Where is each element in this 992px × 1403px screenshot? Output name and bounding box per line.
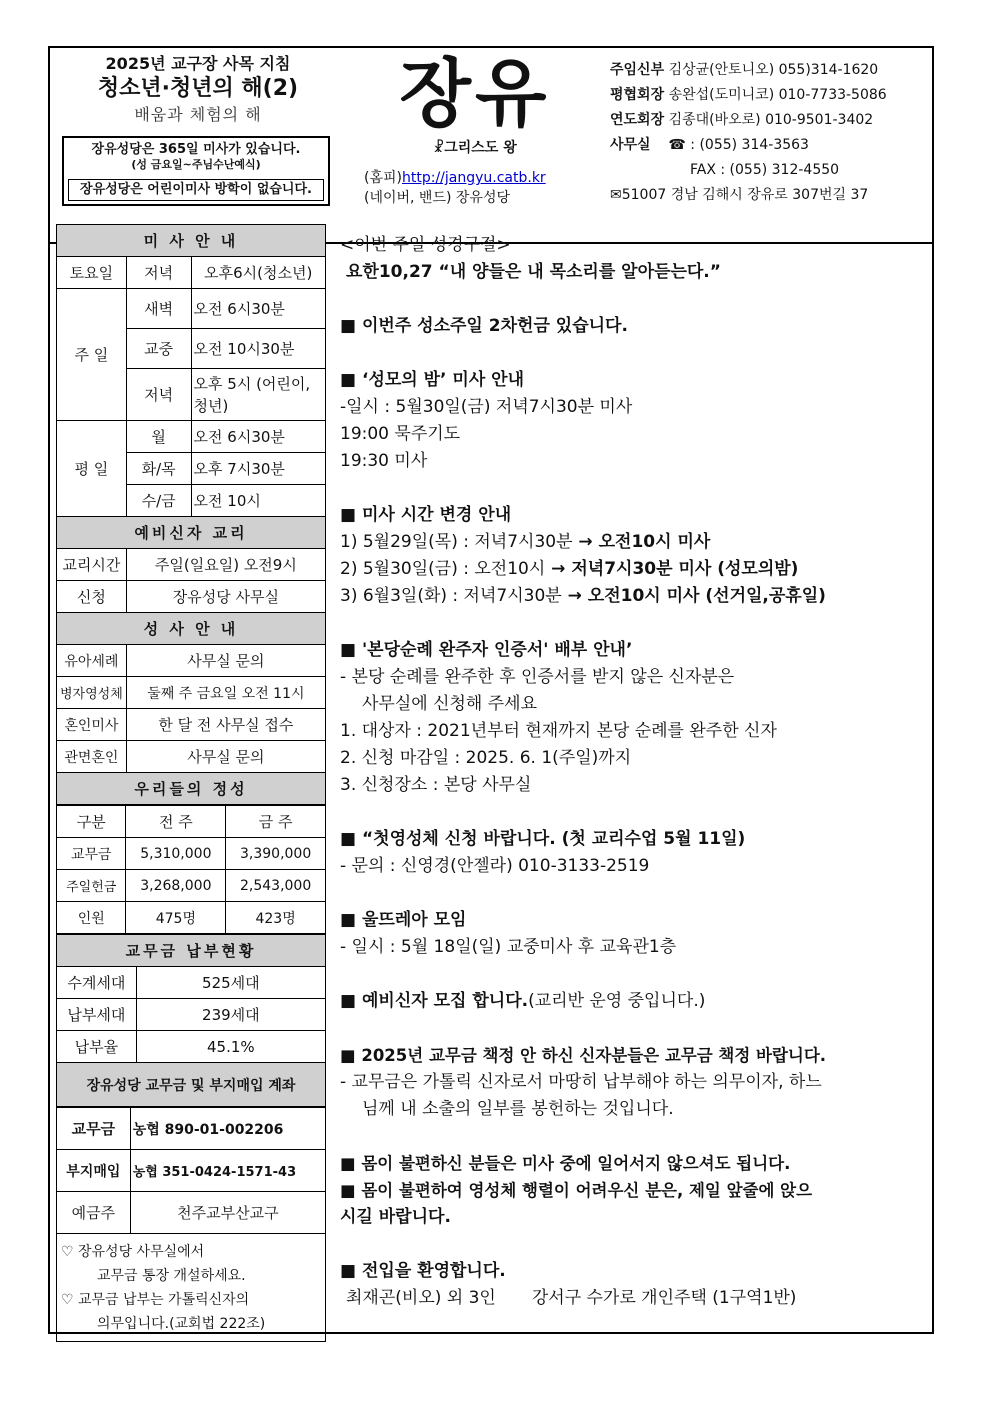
account-table: 교무금 농협 890-01-002206 부지매입 농협 351-0424-1571-43 예금주 천주교부산교구 ♡ 장유성당 사무실에서 교무금 통장 개설하세요. ♡ 교무금 납부는 가톨릭신자의 의무입니다.(교회법 222조) [56, 1107, 326, 1342]
links-block [364, 168, 546, 208]
notice-box [62, 136, 330, 206]
sacrament-title: 성 사 안 내 [57, 613, 326, 645]
section-ultreya: ■ 울뜨레아 모임 [340, 910, 467, 930]
section-catechumen: ■ 예비신자 모집 합니다.(교리반 운영 중입니다.) [340, 991, 706, 1011]
main-content: <이번 주일 성경구절> 요한10,27 “내 양들은 내 목소리를 알아듣는다.” ■ 이번주 성소주일 2차헌금 있습니다. ■ ‘성모의 밤’ 미사 안내 -일시 : 5월30일(금) 저녁7시30분 미사 19:00 묵주기도 19:30 미사 ■ 미사 시간 변경 안내 1) 5월29일(목) : 저녁7시30분 → 오전10시 미사 2) 5월30일(금) : 오전10시 → 저녁7시30분 미사 (성모의밤) 3) 6월3일(화) : 저녁7시30분 → 오전10시 미사 (선거일,공휴일) ■ '본당순례 완주자 인증서' 배부 안내’ - 본당 순례를 완주한 후 인증서를 받지 않은 신자분은 사무실에 신청해 주세요 1. 대상자 : 2021년부터 현재까지 본당 순례를 완주한 신자 2. 신청 마감일 : 2025. 6. 1(주일)까지 3. 신청장소 : 본당 사무실 ■ “첫영성체 신청 바랍니다. (첫 교리수업 5월 11일) - 문의 : 신영경(안젤라) 010-3133-2519 ■ 울뜨레아 모임 - 일시 : 5월 18일(일) 교중미사 후 교육관1층 ■ 예비신자 모집 합니다.(교리반 운영 중입니다.) ■ 2025년 교무금 책정 안 하신 신자분들은 교무금 책정 바랍니다. - 교무금은 가톨릭 신자로서 마땅히 납부해야 하는 의무이자, 하느 님께 내 소출의 일부를 봉헌하는 것입니다. ■ 몸이 불편하신 분들은 미사 중에 일어서지 않으셔도 됩니다. ■ 몸이 불편하여 영성체 행렬이 어려우신 분은, 제일 앞줄에 앉으 시길 바랍니다. ■ 전입을 환영합니다. 최재곤(비오) 외 3인 강서구 수가로 개인주택 (1구역1반) [340, 232, 930, 1312]
section-mary-night: ■ ‘성모의 밤’ 미사 안내 [340, 370, 525, 390]
theme-block [60, 54, 336, 126]
theme-title: 청소년·청년의 해(2) [97, 76, 299, 101]
catechumen-title: 예비신자 교리 [57, 517, 326, 549]
mass-title: 미 사 안 내 [57, 225, 326, 257]
dues-title: 교무금 납부현황 [57, 935, 326, 967]
home-link[interactable]: http://jangyu.catb.kr [401, 170, 546, 186]
weekday-label: 평 일 [57, 421, 127, 517]
contact-row: FAX : (055) 312-4550 [690, 162, 840, 178]
year-title: 2025년 교구장 사목 지침 [105, 54, 291, 73]
section-time-change: ■ 미사 시간 변경 안내 [340, 505, 512, 525]
home-label: (홈피) [364, 170, 402, 186]
notice-line-1: 장유성당은 365일 미사가 있습니다. [91, 142, 301, 157]
section-communion-front: ■ 몸이 불편하여 영성체 행렬이 어려우신 분은, 제일 앞줄에 앉으 [340, 1181, 813, 1200]
page-subtitle: ☧그리스도 왕 [433, 140, 517, 156]
offering-table: 구분 전 주 금 주 교무금 5,310,000 3,390,000 주일헌금 3,268,000 2,543,000 인원 475명 423명 [56, 805, 326, 934]
section-vocation: ■ 이번주 성소주일 2차헌금 있습니다. [340, 316, 628, 336]
bulletin-frame [48, 46, 934, 1334]
contact-row: 평협회장 송완섭(도미니코) 010-7733-5086 [610, 87, 887, 103]
contact-row: 연도회장 김종대(바오로) 010-9501-3402 [610, 112, 874, 128]
contact-row: 사무실 ☎ : (055) 314-3563 [610, 137, 809, 153]
section-welcome: ■ 전입을 환영합니다. [340, 1261, 506, 1281]
info-table: 미 사 안 내 토요일 저녁 오후6시(청소년) 주 일 새벽 오전 6시30분 교중 오전 10시30분 저녁 오후 5시 (어린이,청년) 평 일 월 오전 6시30분 화/목 오후 7시30분 수/금 오전 10시 예비신자 교리 교리시간 주일(일요일) 오전9시 신청 장유성당 사무실 성 사 안 내 유아세례 사무실 문의 병자영성체 둘째 주 금요일 오전 11시 혼인미사 한 달 전 사무실 접수 관면혼인 사무실 문의 우리들의 정성 [56, 224, 326, 805]
theme-subtitle: 배움과 체험의 해 [134, 105, 262, 124]
notice-line-2: (성 금요일~주님수난예식) [131, 158, 261, 171]
gospel-title: <이번 주일 성경구절> [340, 235, 511, 255]
sidebar-footnote: ♡ 장유성당 사무실에서 교무금 통장 개설하세요. ♡ 교무금 납부는 가톨릭신자의 의무입니다.(교회법 222조) [57, 1234, 326, 1342]
naver-band: (네이버, 밴드) 장유성당 [364, 190, 510, 206]
contacts [610, 58, 930, 208]
notice-line-3: 장유성당은 어린이미사 방학이 없습니다. [68, 179, 324, 201]
page-title: 장유 [399, 51, 551, 137]
section-pilgrimage: ■ '본당순례 완주자 인증서' 배부 안내’ [340, 640, 633, 660]
account-title: 장유성당 교무금 및 부지매입 계좌 [57, 1063, 326, 1107]
gospel-text: 요한10,27 “내 양들은 내 목소리를 알아듣는다.” [346, 262, 721, 282]
section-first-communion: ■ “첫영성체 신청 바랍니다. (첫 교리수업 5월 11일) [340, 829, 746, 849]
section-seated: ■ 몸이 불편하신 분들은 미사 중에 일어서지 않으셔도 됩니다. [340, 1154, 791, 1173]
dues-table: 교무금 납부현황 수계세대 525세대 납부세대 239세대 납부율 45.1% 장유성당 교무금 및 부지매입 계좌 [56, 934, 326, 1107]
section-dues: ■ 2025년 교무금 책정 안 하신 신자분들은 교무금 책정 바랍니다. [340, 1046, 827, 1065]
contact-row: ✉51007 경남 김해시 장유로 307번길 37 [610, 187, 869, 203]
masthead [350, 48, 600, 156]
contact-row: 주임신부 김상균(안토니오) 055)314-1620 [610, 62, 879, 78]
offering-title: 우리들의 정성 [57, 773, 326, 805]
header [50, 48, 932, 244]
sidebar [56, 224, 326, 1342]
sunday-label: 주 일 [57, 289, 127, 421]
